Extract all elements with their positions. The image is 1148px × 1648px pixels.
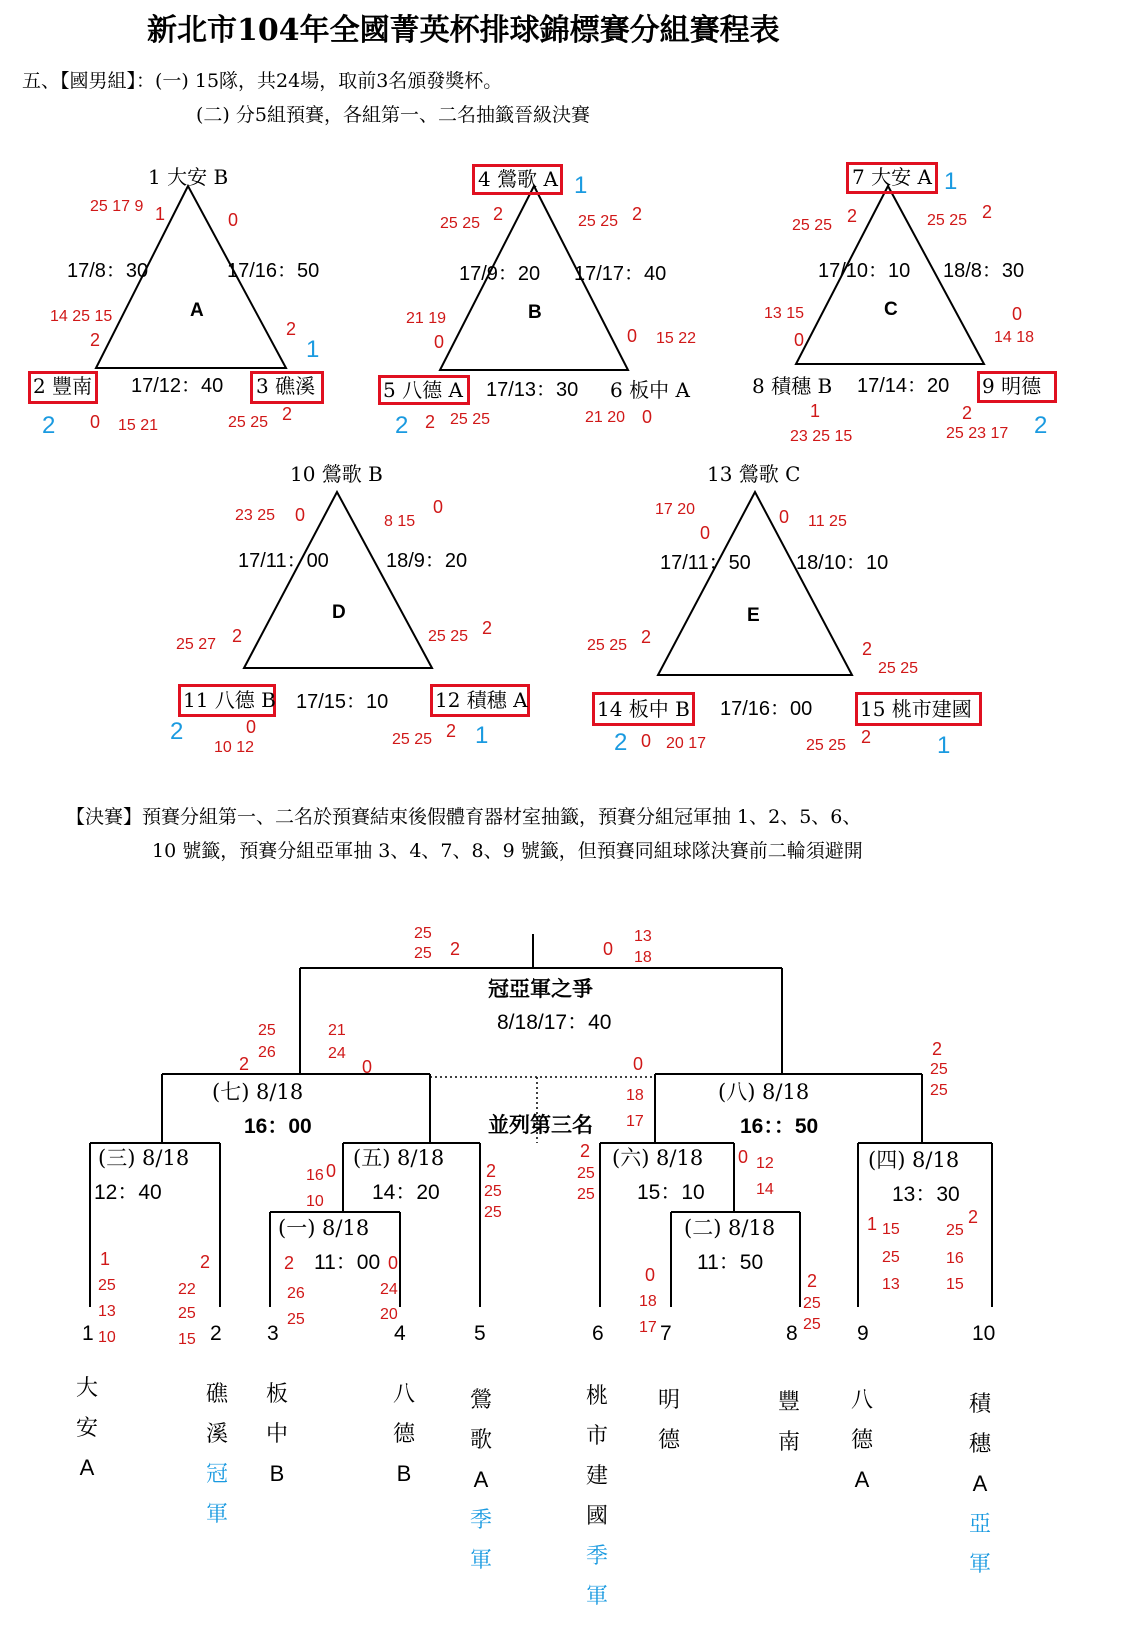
draw-number: 5 [474, 1322, 486, 1345]
score: 14 [756, 1181, 774, 1198]
score: 18 [626, 1087, 644, 1104]
bracket-team-8 [774, 1382, 804, 1462]
score: 25 25 [440, 215, 481, 232]
team-name-char: B [269, 1461, 285, 1486]
group-rank: 1 [574, 172, 588, 199]
score: 21 19 [406, 310, 447, 327]
score: 25 27 [176, 636, 217, 653]
score: 25 25 [792, 217, 833, 234]
score: 10 [306, 1193, 324, 1210]
match-result: 0 [388, 1253, 399, 1273]
group-e-team-15: 15 桃市建國 [860, 697, 972, 721]
match-result: 2 [239, 1054, 250, 1074]
draw-number: 10 [972, 1322, 996, 1345]
group-e-time-left: 17/11：50 [660, 552, 751, 574]
match-result: 2 [807, 1271, 818, 1291]
match-result: 0 [633, 1054, 644, 1074]
final-note-line-1: 【決賽】預賽分組第一、二名於預賽結束後假體育器材室抽籤，預賽分組冠軍抽 1、2、5、6、 [66, 806, 862, 828]
intro-line-2: (二) 分5組預賽，各組第一、二名抽籤晉級決賽 [196, 104, 590, 126]
match-result: 2 [968, 1207, 979, 1227]
match-result: 2 [446, 721, 457, 741]
bracket-team-6 [582, 1376, 612, 1616]
group-c-time-right: 18/8：30 [943, 260, 1025, 282]
match-result: 2 [982, 202, 993, 222]
score: 26 [287, 1285, 305, 1302]
final-match-label: 冠亞軍之爭 [488, 976, 593, 1001]
score: 25 25 [428, 628, 469, 645]
score: 22 [178, 1281, 196, 1298]
team-name-char: 八 [850, 1387, 873, 1412]
match-result: 2 [847, 206, 858, 226]
group-rank: 1 [306, 336, 320, 363]
score: 13 15 [764, 305, 805, 322]
score: 13 [634, 928, 652, 945]
team-name-char: 市 [585, 1423, 608, 1448]
score: 10 12 [214, 739, 255, 756]
team-name-char: A [972, 1471, 988, 1496]
group-e-time-bottom: 17/16：00 [720, 698, 813, 720]
team-name-char: 礁 [205, 1381, 228, 1406]
match-result: 2 [962, 403, 973, 423]
award-char: 季 [469, 1507, 492, 1532]
score: 18 [634, 949, 652, 966]
team-name-char: B [396, 1461, 412, 1486]
group-rank: 2 [395, 412, 409, 439]
score: 25 [577, 1165, 595, 1182]
group-b-label: B [528, 302, 542, 323]
match-result: 0 [642, 407, 653, 427]
team-name-char: 中 [265, 1421, 288, 1446]
match-result: 2 [200, 1252, 211, 1272]
match-result: 0 [90, 412, 101, 432]
bracket-final-lines [300, 934, 782, 1077]
match-result: 0 [700, 523, 711, 543]
score: 24 [328, 1045, 346, 1062]
bracket-team-3 [262, 1374, 292, 1494]
group-b-team-6: 6 板中 A [610, 378, 690, 402]
match-result: 2 [641, 627, 652, 647]
score: 25 [946, 1222, 964, 1239]
award-char: 季 [585, 1543, 608, 1568]
score: 25 [577, 1186, 595, 1203]
match-5-time: 14：20 [372, 1181, 440, 1204]
score: 8 15 [384, 513, 416, 530]
score: 17 20 [655, 501, 696, 518]
match-result: 0 [246, 717, 257, 737]
draw-number: 2 [210, 1322, 222, 1345]
group-d-time-right: 18/9：20 [386, 550, 468, 572]
group-c-time-bottom: 17/14：20 [857, 375, 950, 397]
match-7-label: (七) 8/18 [212, 1080, 304, 1104]
match-result: 2 [632, 204, 643, 224]
group-b-time-left: 17/9：20 [459, 263, 541, 285]
match-result: 0 [603, 939, 614, 959]
match-result: 2 [425, 412, 436, 432]
bracket-team-2 [202, 1374, 232, 1534]
group-rank: 2 [1034, 412, 1048, 439]
score: 25 [882, 1249, 900, 1266]
match-result: 0 [433, 497, 444, 517]
bracket-team-10 [965, 1384, 995, 1584]
score: 25 [98, 1277, 116, 1294]
score: 17 [626, 1113, 644, 1130]
team-name-char: 建 [585, 1463, 608, 1488]
team-name-char: 德 [392, 1421, 415, 1446]
team-name-char: 桃 [585, 1383, 608, 1408]
score: 11 25 [808, 513, 847, 530]
bracket-team-5 [466, 1380, 496, 1580]
award-char: 亞 [968, 1511, 991, 1536]
match-result: 2 [284, 1253, 295, 1273]
team-name-char: 溪 [205, 1421, 228, 1446]
score: 25 [287, 1311, 305, 1328]
team-name-char: 板 [265, 1381, 288, 1406]
match-4-label: (四) 8/18 [868, 1148, 960, 1172]
draw-number: 7 [660, 1322, 672, 1345]
team-name-char: A [79, 1455, 95, 1480]
match-3-label: (三) 8/18 [98, 1146, 190, 1170]
score: 25 25 [450, 411, 491, 428]
score: 25 25 [878, 660, 919, 677]
score: 25 25 [587, 637, 628, 654]
draw-number: 4 [394, 1322, 406, 1345]
final-match-time: 8/18/17：40 [497, 1011, 612, 1034]
page-title: 新北市104年全國菁英杯排球錦標賽分組賽程表 [147, 13, 780, 48]
match-result: 2 [482, 618, 493, 638]
award-char: 軍 [968, 1551, 991, 1576]
group-rank: 1 [937, 732, 951, 759]
match-result: 2 [932, 1039, 943, 1059]
team-name-char: 明 [657, 1387, 680, 1412]
group-a-team-2: 2 豐南 [33, 374, 93, 398]
score: 18 [639, 1293, 657, 1310]
intro-line-1: 五、【國男組】：(一) 15隊，共24場，取前3名頒發獎杯。 [22, 70, 503, 92]
match-result: 0 [645, 1265, 656, 1285]
match-6-label: (六) 8/18 [612, 1146, 704, 1170]
score: 25 25 [578, 213, 619, 230]
match-result: 2 [286, 319, 297, 339]
group-e-label: E [747, 605, 760, 626]
draw-number: 9 [857, 1322, 869, 1345]
team-name-char: 豐 [777, 1389, 800, 1414]
score: 25 23 17 [946, 425, 1009, 442]
match-result: 0 [779, 507, 790, 527]
score: 20 [380, 1306, 398, 1323]
score: 17 [639, 1319, 657, 1336]
team-name-char: 八 [392, 1381, 415, 1406]
score: 12 [756, 1155, 774, 1172]
team-name-char: A [473, 1467, 489, 1492]
group-e-team-13: 13 鶯歌 C [707, 462, 801, 486]
draw-number: 8 [786, 1322, 798, 1345]
score: 15 21 [118, 417, 159, 434]
group-a-time-bottom: 17/12：40 [131, 375, 224, 397]
match-result: 2 [493, 204, 504, 224]
score: 25 [930, 1061, 948, 1078]
score: 14 18 [994, 329, 1035, 346]
score: 21 [328, 1022, 346, 1039]
score: 25 [484, 1183, 502, 1200]
score: 15 [178, 1331, 196, 1348]
score: 25 25 [927, 212, 968, 229]
group-d-label: D [332, 602, 346, 623]
score: 26 [258, 1044, 276, 1061]
third-place-label: 並列第三名 [488, 1112, 593, 1137]
group-d-time-bottom: 17/15：10 [296, 691, 389, 713]
score: 15 [946, 1276, 964, 1293]
team-name-char: 大 [75, 1375, 98, 1400]
match-result: 0 [228, 210, 239, 230]
match-result: 0 [794, 330, 805, 350]
match-result: 2 [862, 639, 873, 659]
match-result: 2 [90, 330, 101, 350]
match-result: 0 [738, 1147, 749, 1167]
match-result: 1 [100, 1249, 111, 1269]
team-name-char: 鶯 [469, 1387, 492, 1412]
match-result: 2 [232, 626, 243, 646]
match-result: 2 [486, 1161, 497, 1181]
draw-number: 3 [267, 1322, 279, 1345]
group-rank: 2 [170, 718, 184, 745]
score: 25 [178, 1305, 196, 1322]
bracket-team-9 [847, 1380, 877, 1500]
group-e-time-right: 18/10：10 [796, 552, 889, 574]
match-result: 2 [282, 404, 293, 424]
group-d-team-12: 12 積穗 A [435, 688, 528, 712]
match-8-label: (八) 8/18 [718, 1080, 810, 1104]
group-d-team-11: 11 八德 B [183, 688, 276, 712]
group-a-team-3: 3 礁溪 [256, 374, 316, 398]
score: 13 [882, 1276, 900, 1293]
score: 24 [380, 1281, 398, 1298]
award-char: 軍 [469, 1547, 492, 1572]
group-d-time-left: 17/11：00 [238, 550, 329, 572]
group-a-label: A [190, 300, 204, 321]
score: 25 [258, 1022, 276, 1039]
match-1-label: (一) 8/18 [278, 1216, 370, 1240]
group-b-time-right: 17/17：40 [574, 263, 667, 285]
match-8-time: 16：：50 [740, 1115, 819, 1138]
team-name-char: A [854, 1467, 870, 1492]
score: 14 25 15 [50, 308, 113, 325]
score: 25 [414, 925, 432, 942]
score: 25 25 [392, 731, 433, 748]
group-c-team-7: 7 大安 A [852, 165, 932, 189]
match-result: 2 [580, 1141, 591, 1161]
final-note-line-2: 10 號籤，預賽分組亞軍抽 3、4、7、8、9 號籤，但預賽同組球隊決賽前二輪須避開 [152, 840, 863, 862]
group-b-time-bottom: 17/13：30 [486, 379, 579, 401]
team-name-char: 國 [585, 1503, 608, 1528]
group-c-label: C [884, 299, 898, 320]
score: 25 17 9 [90, 198, 144, 215]
group-rank: 1 [475, 722, 489, 749]
draw-number: 1 [82, 1322, 94, 1345]
group-c-team-8: 8 積穗 B [752, 374, 833, 398]
score: 15 22 [656, 330, 697, 347]
team-name-char: 安 [75, 1415, 98, 1440]
bracket-team-4 [389, 1374, 419, 1494]
score: 16 [306, 1167, 324, 1184]
team-name-char: 南 [777, 1429, 800, 1454]
score: 21 20 [585, 409, 626, 426]
match-result: 1 [810, 401, 821, 421]
match-3-time: 12：40 [94, 1181, 162, 1204]
draw-number: 6 [592, 1322, 604, 1345]
score: 25 [484, 1204, 502, 1221]
team-name-char: 德 [850, 1427, 873, 1452]
score: 25 [414, 945, 432, 962]
group-e-team-14: 14 板中 B [597, 697, 690, 721]
match-result: 1 [155, 204, 166, 224]
score: 23 25 15 [790, 428, 853, 445]
team-name-char: 德 [657, 1427, 680, 1452]
group-b-team-4: 4 鶯歌 A [478, 167, 558, 191]
group-a-team-1: 1 大安 B [148, 165, 229, 189]
match-4-time: 13：30 [892, 1183, 960, 1206]
score: 13 [98, 1303, 116, 1320]
score: 25 25 [228, 414, 269, 431]
match-2-time: 11：50 [697, 1251, 764, 1274]
match-result: 0 [326, 1161, 337, 1181]
group-a-time-right: 17/16：50 [227, 260, 320, 282]
score: 20 17 [666, 735, 707, 752]
group-b-team-5: 5 八德 A [383, 378, 463, 402]
group-a-time-left: 17/8：30 [67, 260, 149, 282]
match-result: 0 [641, 731, 652, 751]
group-d-team-10: 10 鶯歌 B [290, 462, 383, 486]
award-char: 軍 [585, 1583, 608, 1608]
group-rank: 2 [614, 729, 628, 756]
team-name-char: 穗 [968, 1431, 991, 1456]
group-rank: 1 [944, 168, 958, 195]
match-result: 1 [867, 1214, 878, 1234]
match-result: 2 [450, 939, 461, 959]
match-5-label: (五) 8/18 [353, 1146, 445, 1170]
score: 25 25 [806, 737, 847, 754]
match-result: 0 [362, 1057, 373, 1077]
match-result: 0 [627, 326, 638, 346]
score: 23 25 [235, 507, 276, 524]
score: 15 [882, 1221, 900, 1238]
match-7-time: 16：00 [244, 1115, 312, 1138]
award-char: 軍 [205, 1501, 228, 1526]
match-6-time: 15：10 [637, 1181, 705, 1204]
award-char: 冠 [205, 1461, 228, 1486]
score: 10 [98, 1329, 116, 1346]
score: 16 [946, 1250, 964, 1267]
score: 25 [803, 1316, 821, 1333]
match-2-label: (二) 8/18 [684, 1216, 776, 1240]
match-result: 2 [861, 727, 872, 747]
group-c-team-9: 9 明德 [982, 374, 1042, 398]
match-result: 0 [1012, 304, 1023, 324]
score: 25 [930, 1082, 948, 1099]
team-name-char: 積 [968, 1391, 991, 1416]
score: 25 [803, 1295, 821, 1312]
group-rank: 2 [42, 412, 56, 439]
group-c-time-left: 17/10：10 [818, 260, 911, 282]
match-result: 0 [295, 505, 306, 525]
match-result: 0 [434, 332, 445, 352]
team-name-char: 歌 [469, 1427, 492, 1452]
bracket-team-1 [72, 1368, 102, 1488]
bracket-team-7 [654, 1380, 684, 1460]
match-1-time: 11：00 [314, 1251, 381, 1274]
